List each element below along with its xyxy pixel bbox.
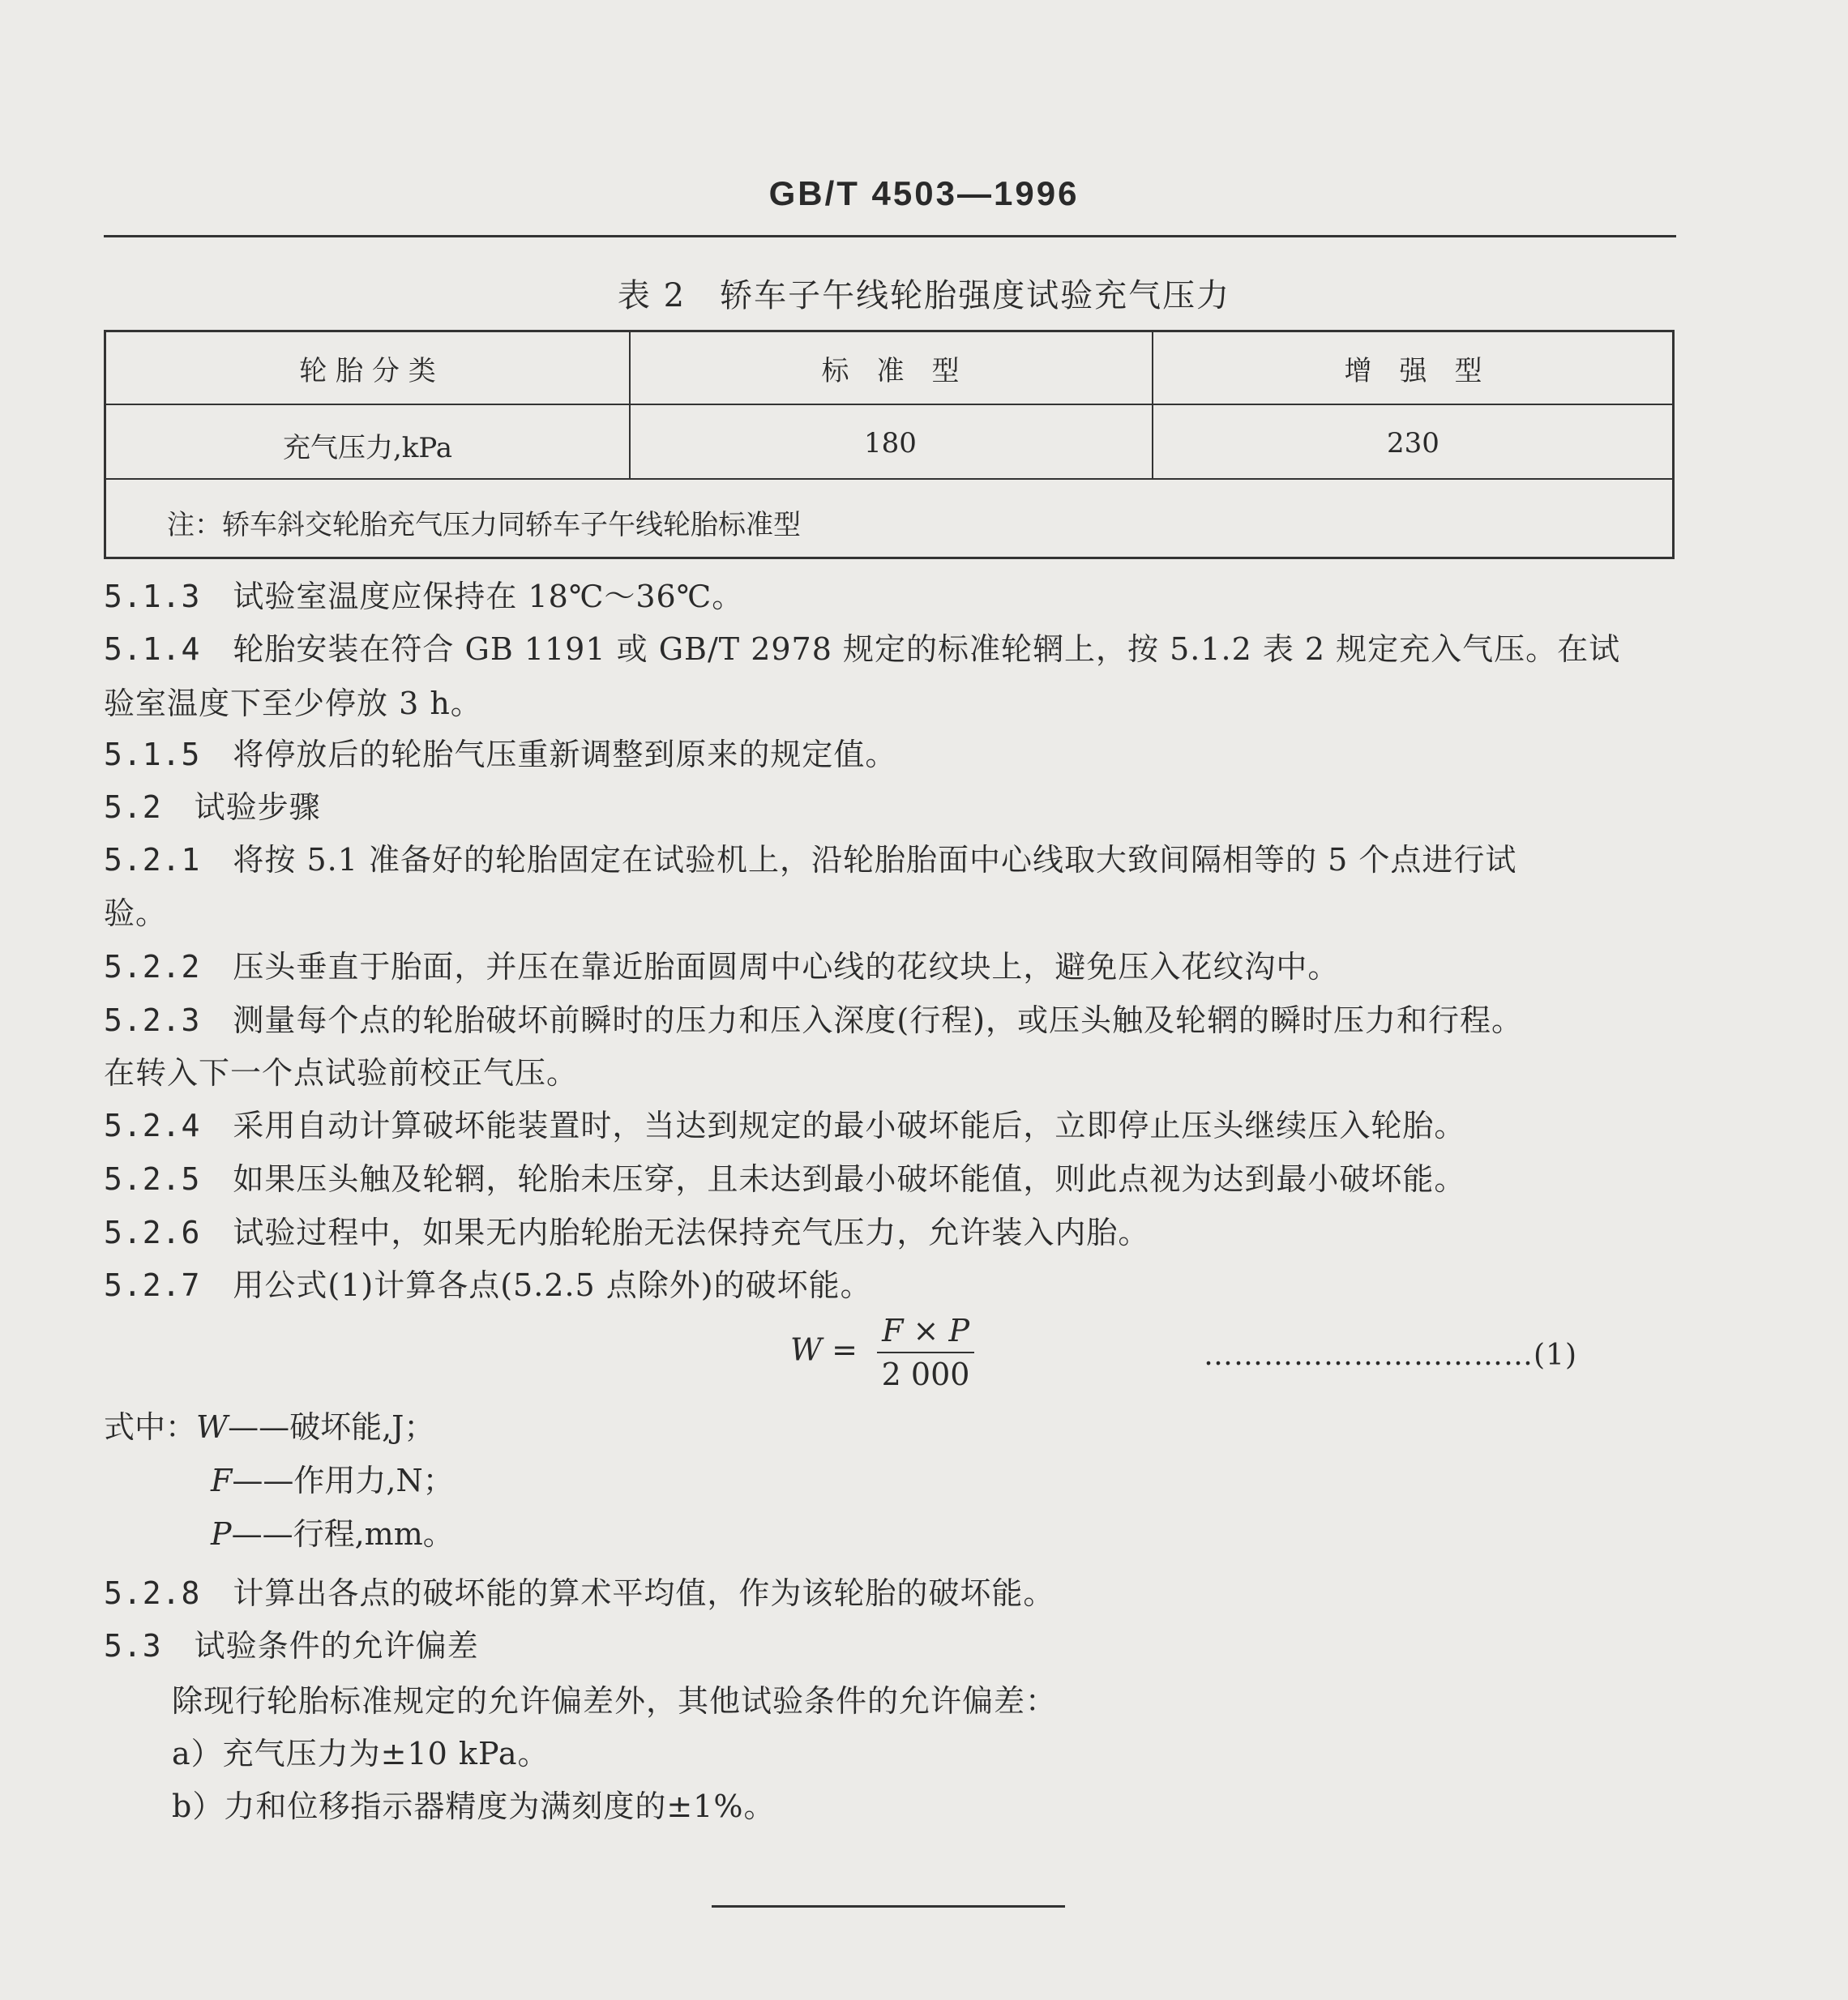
clause-number: 5.2.1 <box>104 842 201 878</box>
clause-5-1-4 <box>104 624 1620 669</box>
clause-number: 5.2.3 <box>104 1002 201 1038</box>
clause-text: 将停放后的轮胎气压重新调整到原来的规定值。 <box>233 737 897 772</box>
clause-5-2-6 <box>104 1207 1149 1252</box>
variable-row <box>211 1509 454 1553</box>
clause-number: 5.2.8 <box>104 1575 201 1611</box>
clause-number: 5.2.4 <box>104 1108 201 1143</box>
clause-text: 采用自动计算破坏能装置时，当达到规定的最小破坏能后，立即停止压头继续压入轮胎。 <box>233 1108 1466 1143</box>
variable-row <box>104 1402 434 1447</box>
variable-row <box>211 1455 454 1500</box>
tolerance-item-a: a）充气压力为±10 kPa。 <box>172 1736 550 1771</box>
tolerance-intro: 除现行轮胎标准规定的允许偏差外，其他试验条件的允许偏差： <box>172 1683 1058 1719</box>
clause-number: 5.2.7 <box>104 1267 201 1303</box>
pressure-table <box>104 330 1675 559</box>
variable-description: ——作用力,N； <box>232 1463 454 1498</box>
formula-lhs: W = <box>790 1331 858 1368</box>
variables-intro: 式中： <box>104 1409 197 1445</box>
table-note: 注：轿车斜交轮胎充气压力同轿车子午线轮胎标准型 <box>167 509 801 541</box>
table-title: 表 2 轿车子午线轮胎强度试验充气压力 <box>617 277 1231 314</box>
clause-number: 5.3 <box>104 1628 162 1664</box>
clause-text: 试验室温度应保持在 18℃～36℃。 <box>233 579 744 614</box>
clause-continuation: 验室温度下至少停放 3 h。 <box>104 686 482 721</box>
clause-number: 5.1.5 <box>104 737 201 772</box>
variable-symbol: W <box>196 1409 229 1445</box>
clause-5-2-1 <box>104 835 1516 879</box>
clause-number: 5.2 <box>104 789 162 825</box>
table-divider <box>106 478 1672 480</box>
clause-number: 5.2.6 <box>104 1215 201 1250</box>
clause-text: 试验步骤 <box>194 789 321 825</box>
clause-5-3 <box>104 1621 479 1665</box>
formula-fraction <box>877 1313 974 1392</box>
clause-number: 5.1.3 <box>104 579 201 614</box>
clause-text: 用公式(1)计算各点(5.2.5 点除外)的破坏能。 <box>233 1267 872 1303</box>
table-header-reinforced: 增 强 型 <box>1344 355 1482 387</box>
clause-continuation: 在转入下一个点试验前校正气压。 <box>104 1055 579 1091</box>
clause-5-2-2 <box>104 942 1339 986</box>
clause-5-2-3 <box>104 995 1523 1040</box>
table-header-standard: 标 准 型 <box>821 355 960 387</box>
clause-5-2-8 <box>104 1568 1054 1613</box>
variable-description: ——行程,mm。 <box>231 1516 454 1552</box>
clause-text: 将按 5.1 准备好的轮胎固定在试验机上，沿轮胎胎面中心线取大致间隔相等的 5 个点进行试 <box>233 842 1517 878</box>
clause-number: 5.2.2 <box>104 949 201 985</box>
formula-1 <box>790 1313 974 1392</box>
header-rule <box>104 235 1676 237</box>
clause-number: 5.2.5 <box>104 1161 201 1197</box>
formula-label: ……………………………(1) <box>1204 1339 1577 1372</box>
clause-5-1-5 <box>104 729 896 774</box>
table-header-category: 轮 胎 分 类 <box>299 355 436 387</box>
tolerance-item-b: b）力和位移指示器精度为满刻度的±1%。 <box>172 1788 776 1824</box>
clause-text: 计算出各点的破坏能的算术平均值，作为该轮胎的破坏能。 <box>233 1575 1055 1611</box>
table-value-reinforced: 230 <box>1387 427 1439 459</box>
clause-text: 测量每个点的轮胎破坏前瞬时的压力和压入深度(行程)，或压头触及轮辋的瞬时压力和行程。 <box>233 1002 1524 1038</box>
standard-code: GB/T 4503—1996 <box>768 174 1080 212</box>
clause-5-2-5 <box>104 1154 1465 1199</box>
clause-continuation: 验。 <box>104 895 168 931</box>
clause-text: 轮胎安装在符合 GB 1191 或 GB/T 2978 规定的标准轮辋上，按 5.1.2 表 2 规定充入气压。在试 <box>233 631 1621 667</box>
footer-rule <box>712 1905 1065 1908</box>
clause-5-2 <box>104 782 321 827</box>
variable-symbol: F <box>211 1463 233 1498</box>
table-row-label: 充气压力,kPa <box>282 432 453 464</box>
clause-text: 试验条件的允许偏差 <box>194 1628 479 1664</box>
clause-number: 5.1.4 <box>104 631 201 667</box>
table-value-standard: 180 <box>864 427 917 459</box>
formula-denominator: 2 000 <box>881 1357 970 1392</box>
clause-5-2-4 <box>104 1100 1465 1145</box>
clause-5-2-7 <box>104 1260 872 1305</box>
table-divider <box>106 404 1672 405</box>
formula-numerator: F × P <box>877 1313 974 1353</box>
clause-5-1-3 <box>104 571 743 616</box>
variable-symbol: P <box>211 1516 232 1552</box>
variable-description: ——破坏能,J； <box>228 1409 435 1445</box>
clause-text: 如果压头触及轮辋，轮胎未压穿，且未达到最小破坏能值，则此点视为达到最小破坏能。 <box>233 1161 1466 1197</box>
clause-text: 压头垂直于胎面，并压在靠近胎面圆周中心线的花纹块上，避免压入花纹沟中。 <box>233 949 1340 985</box>
clause-text: 试验过程中，如果无内胎轮胎无法保持充气压力，允许装入内胎。 <box>233 1215 1150 1250</box>
